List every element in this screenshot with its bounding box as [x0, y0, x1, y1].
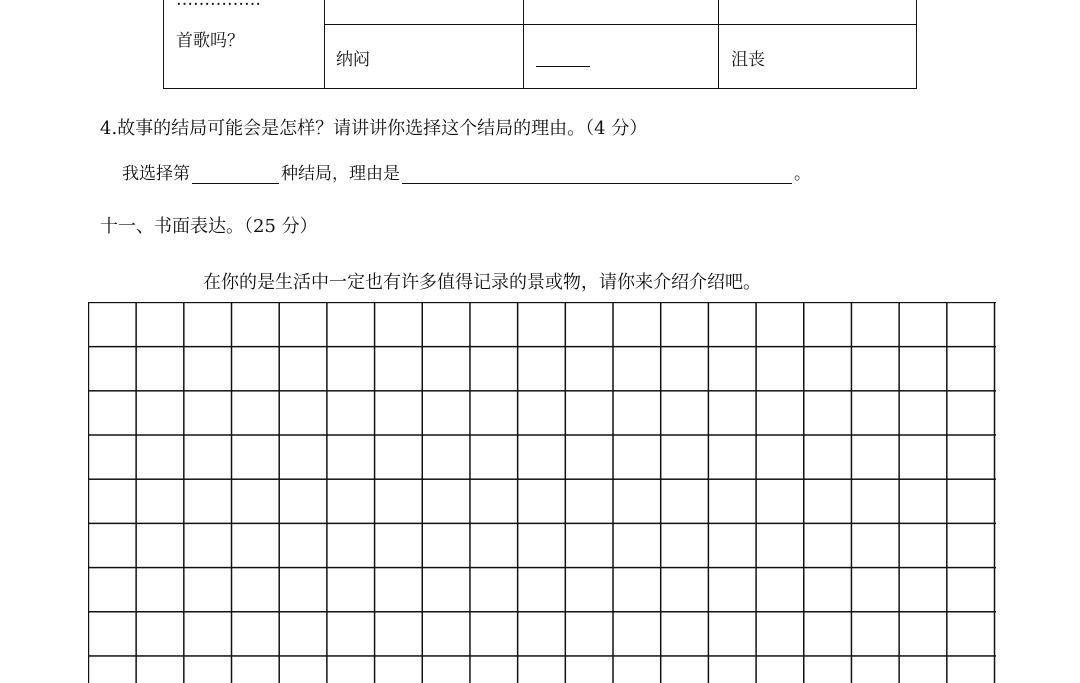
writing-grid-border [994, 302, 995, 682]
answer-blank[interactable] [536, 66, 590, 67]
table-cell-word: 纳闷 [336, 50, 370, 70]
question-text-line2: 首歌吗？ [176, 31, 244, 51]
writing-prompt: 在你的是生活中一定也有许多值得记录的景或物，请你来介绍介绍吧。 [203, 272, 761, 293]
table-col-divider [523, 0, 524, 89]
question-4-answer-line [122, 159, 811, 184]
writing-grid[interactable] [88, 302, 996, 683]
table-border-left [163, 0, 164, 89]
table-row-divider [324, 24, 917, 25]
table-border-bottom [163, 88, 917, 89]
table-cell-word: 沮丧 [731, 50, 765, 70]
answer-text: 我选择第 [122, 164, 190, 184]
table-col-divider [718, 0, 719, 89]
answer-text: 种结局，理由是 [281, 164, 400, 184]
comparison-table [163, 0, 917, 89]
reason-blank[interactable] [402, 165, 792, 184]
table-border-right [916, 0, 917, 89]
table-col-divider [324, 0, 325, 89]
answer-text: 。 [794, 164, 811, 184]
question-4-prompt: 4.故事的结局可能会是怎样？请讲讲你选择这个结局的理由。（4 分） [100, 118, 648, 139]
ending-number-blank[interactable] [192, 165, 279, 184]
section-title: 十一、书面表达。（25 分） [100, 216, 318, 237]
question-text-partial: …………… [176, 0, 261, 10]
